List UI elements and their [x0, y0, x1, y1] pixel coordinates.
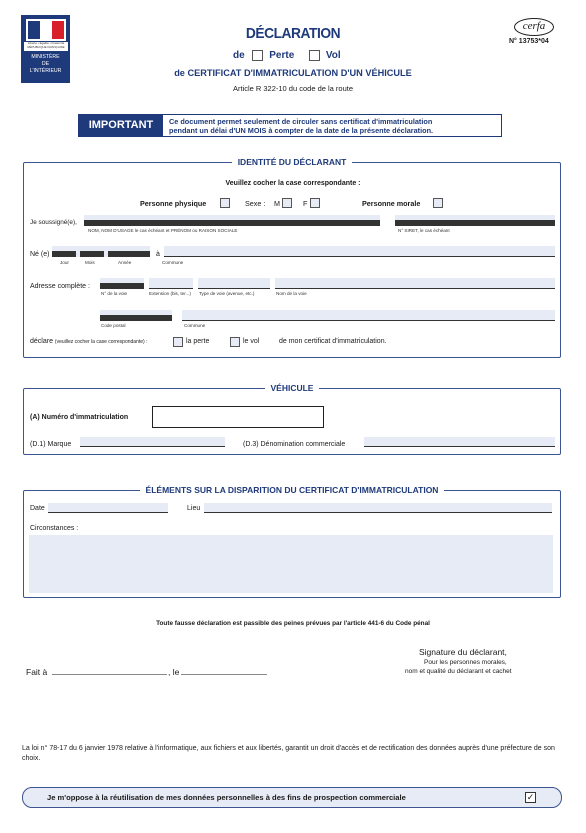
sexe-f-checkbox[interactable]	[310, 198, 320, 208]
warning-text: Toute fausse déclaration est passible des peines prévues par l'article 441-6 du Code pénal	[156, 620, 430, 627]
fait-a-field[interactable]	[52, 666, 167, 675]
cerfa-number: N° 13753*04	[509, 38, 549, 45]
fait-a-label: Fait à	[26, 667, 48, 677]
oppose-checkbox[interactable]	[525, 792, 536, 803]
la-perte-label: la perte	[186, 338, 210, 345]
marque-label: (D.1) Marque	[30, 441, 72, 448]
vol-label: Vol	[325, 50, 341, 62]
birth-commune-hint: Commune	[162, 260, 184, 265]
commune-field[interactable]	[182, 310, 555, 321]
numero-label: (A) Numéro d'immatriculation	[30, 414, 129, 421]
nom-voie-field[interactable]	[275, 278, 555, 289]
mois-hint: Mois	[85, 260, 95, 265]
circonstances-field[interactable]	[29, 535, 553, 593]
important-line-2: pendant un délai d'UN MOIS à compter de la date de la présente déclaration.	[169, 126, 434, 135]
de-mon-label: de mon certificat d'immatriculation.	[279, 338, 387, 345]
sexe-m-checkbox[interactable]	[282, 198, 292, 208]
declare-perte-checkbox[interactable]	[173, 337, 183, 347]
lieu-label: Lieu	[187, 505, 201, 512]
form-subtitle: de CERTIFICAT D'IMMATRICULATION D'UN VÉHICULE	[174, 68, 412, 78]
sexe-f-label: F	[303, 199, 308, 208]
type-voie-hint: Type de voie (avenue, etc.)	[199, 291, 255, 296]
circonstances-label: Circonstances :	[30, 525, 79, 532]
oppose-text: Je m'oppose à la réutilisation de mes données personnelles à des fins de prospection commerciale	[47, 793, 406, 802]
vehicule-title: VÉHICULE	[24, 383, 560, 393]
nom-voie-hint: Nom de la voie	[276, 291, 307, 296]
declare-label: déclare (veuillez cocher la case correspondante) :	[30, 338, 148, 345]
adresse-label: Adresse complète :	[30, 283, 90, 290]
numero-field[interactable]	[152, 406, 324, 428]
logo-line-3: L'INTÉRIEUR	[29, 68, 62, 74]
declare-vol-checkbox[interactable]	[230, 337, 240, 347]
type-voie-field[interactable]	[198, 278, 270, 289]
le-vol-label: le vol	[243, 338, 260, 345]
logo-line-1: MINISTÈRE	[31, 54, 60, 60]
birth-commune-field[interactable]	[164, 246, 555, 257]
de-label: de	[233, 50, 245, 62]
no-voie-hint: N° de la voie	[101, 291, 128, 296]
nom-hint: NOM, NOM D'USAGE le cas échéant et PRÉNOM ou RAISON SOCIALE	[88, 228, 238, 233]
personne-physique-checkbox[interactable]	[220, 198, 230, 208]
signature-hint-2: nom et qualité du déclarant et cachet	[405, 668, 512, 675]
oppose-box	[22, 787, 562, 808]
sexe-label: Sexe :	[245, 199, 266, 208]
denomination-label: (D.3) Dénomination commerciale	[243, 441, 346, 448]
perte-checkbox[interactable]	[252, 50, 263, 61]
personne-morale-label: Personne morale	[362, 199, 421, 208]
le-label: , le	[168, 667, 180, 677]
extension-field[interactable]	[149, 278, 193, 289]
logo-motto: Liberté • Égalité • Fraternité RÉPUBLIQUE FRANÇAISE	[24, 42, 68, 51]
personne-morale-checkbox[interactable]	[433, 198, 443, 208]
checkmark-icon: ✓	[526, 792, 535, 802]
commune-hint: Commune	[184, 323, 206, 328]
loi-text: La loi n° 78-17 du 6 janvier 1978 relative à l'informatique, aux fichiers et aux libertés, garantit un droit d'accès et de rectification des données auprès d'une préfecture de son choix.	[22, 745, 555, 762]
extension-hint: Extension (bis, ter...)	[149, 291, 191, 296]
date-field[interactable]	[48, 503, 168, 513]
denomination-field[interactable]	[364, 437, 555, 447]
identite-section	[23, 157, 561, 358]
logo-line-2: DE	[41, 61, 50, 67]
signature-label: Signature du déclarant,	[419, 647, 507, 657]
identite-instruction: Veuillez cocher la case correspondante :	[225, 180, 361, 187]
signature-hint-1: Pour les personnes morales,	[424, 659, 507, 666]
lieu-field[interactable]	[204, 503, 552, 513]
cerfa-logo: cerfa	[514, 18, 554, 36]
important-line-1: Ce document permet seulement de circuler sans certificat d'immatriculation	[169, 117, 433, 126]
annee-hint: Année	[118, 260, 132, 265]
date-label: Date	[30, 505, 45, 512]
vol-checkbox[interactable]	[309, 50, 320, 61]
le-field[interactable]	[181, 666, 267, 675]
important-box	[78, 114, 502, 137]
a-label: à	[156, 251, 160, 258]
soussigne-label: Je soussigné(e),	[30, 219, 77, 226]
page-title: DÉCLARATION	[245, 25, 341, 42]
marque-field[interactable]	[80, 437, 225, 447]
identite-title: IDENTITÉ DU DÉCLARANT	[24, 157, 560, 167]
code-postal-hint: Code postal	[101, 323, 126, 328]
elements-title: ÉLÉMENTS SUR LA DISPARITION DU CERTIFICAT D'IMMATRICULATION	[24, 485, 560, 495]
siret-hint: N° SIRET, le cas échéant	[398, 228, 450, 233]
article-reference: Article R 322-10 du code de la route	[232, 84, 354, 93]
perte-vol-row	[233, 50, 341, 61]
sexe-m-label: M	[274, 199, 280, 208]
important-label: IMPORTANT	[79, 115, 163, 136]
perte-label: Perte	[269, 50, 295, 62]
personne-physique-label: Personne physique	[140, 199, 207, 208]
jour-hint: Jour	[60, 260, 69, 265]
ne-label: Né (e)	[30, 251, 50, 258]
